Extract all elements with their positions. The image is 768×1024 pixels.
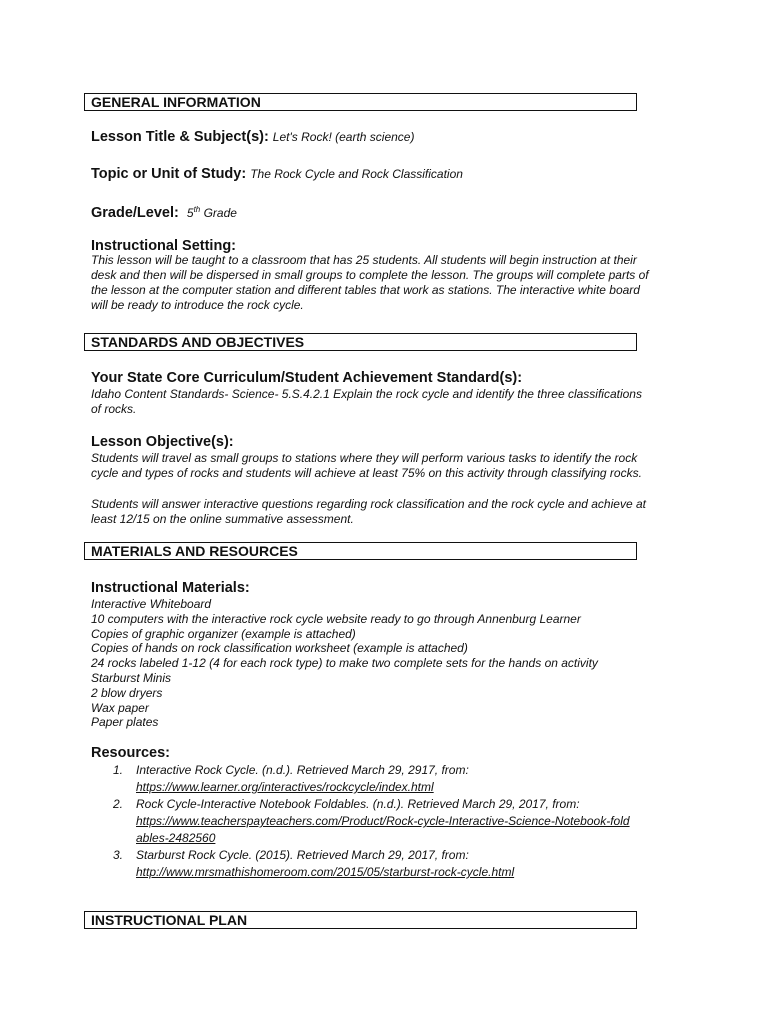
topic-row xyxy=(91,165,463,183)
lesson-title-value: Let's Rock! (earth science) xyxy=(272,130,415,144)
lesson-objectives-label: Lesson Objective(s): xyxy=(91,434,234,450)
list-item: 2 blow dryers xyxy=(91,685,163,700)
objective-2-text xyxy=(91,497,673,527)
grade-value xyxy=(187,206,237,220)
objective-line: cycle and types of rocks and students will achieve at least 75% on this activity through classifying rocks. xyxy=(91,466,642,480)
list-item: Starburst Minis xyxy=(91,670,172,685)
topic-value: The Rock Cycle and Rock Classification xyxy=(250,167,463,181)
resource-number: 1. xyxy=(113,763,124,777)
materials-resources-header: MATERIALS AND RESOURCES xyxy=(84,542,637,560)
resource-link[interactable]: https://www.learner.org/interactives/rockcycle/index.html xyxy=(136,780,434,794)
instructional-materials-label: Instructional Materials: xyxy=(91,580,250,596)
grade-row xyxy=(91,201,237,222)
resource-item xyxy=(113,762,633,796)
setting-line: desk and then will be dispersed in small groups to complete the lesson. The groups will complete parts of xyxy=(91,268,649,282)
grade-number: 5 xyxy=(186,206,194,220)
resource-citation: Starburst Rock Cycle. (2015). Retrieved March 29, 2017, from: xyxy=(136,848,469,862)
objective-1-text xyxy=(91,451,673,481)
list-item: 24 rocks labeled 1-12 (4 for each rock type) to make two complete sets for the hands on activity xyxy=(91,656,598,671)
list-item: Paper plates xyxy=(91,715,159,730)
resources-list xyxy=(113,762,633,881)
core-standards-text xyxy=(91,387,673,417)
setting-line: This lesson will be taught to a classroom that has 25 students. All students will begin instruction at their xyxy=(91,253,637,267)
resource-citation: Rock Cycle-Interactive Notebook Foldables. (n.d.). Retrieved March 29, 2017, from: xyxy=(136,797,580,811)
instructional-setting-label: Instructional Setting: xyxy=(91,238,236,254)
resource-citation: Interactive Rock Cycle. (n.d.). Retrieved March 29, 2917, from: xyxy=(136,763,469,777)
standards-objectives-header: STANDARDS AND OBJECTIVES xyxy=(84,333,637,351)
resource-item xyxy=(113,847,633,881)
list-item: Wax paper xyxy=(91,700,149,715)
lesson-title-row xyxy=(91,128,414,146)
resources-label: Resources: xyxy=(91,745,170,761)
list-item: Copies of hands on rock classification worksheet (example is attached) xyxy=(91,641,468,656)
objective-line: Students will answer interactive questions regarding rock classification and the rock cycle and achieve at xyxy=(91,497,646,511)
list-item: 10 computers with the interactive rock cycle website ready to go through Annenburg Learner xyxy=(91,611,581,626)
resource-link[interactable]: https://www.teacherspayteachers.com/Product/Rock-cycle-Interactive-Science-Notebook-foldables-2482560 xyxy=(136,814,630,845)
setting-line: the lesson at the computer station and different tables that work as stations. The interactive white board xyxy=(91,283,640,297)
resource-link[interactable]: http://www.mrsmathishomeroom.com/2015/05/starburst-rock-cycle.html xyxy=(136,865,515,879)
resource-number: 2. xyxy=(113,797,124,811)
grade-suffix: th xyxy=(193,205,201,214)
resource-number: 3. xyxy=(113,848,124,862)
core-line: of rocks. xyxy=(91,402,137,416)
objective-line: Students will travel as small groups to stations where they will perform various tasks to identify the rock xyxy=(91,451,638,465)
core-standards-label: Your State Core Curriculum/Student Achievement Standard(s): xyxy=(91,370,523,386)
instructional-plan-header: INSTRUCTIONAL PLAN xyxy=(84,911,637,929)
resource-item xyxy=(113,796,633,847)
general-information-header: GENERAL INFORMATION xyxy=(84,93,637,111)
list-item: Interactive Whiteboard xyxy=(91,597,212,611)
topic-label: Topic or Unit of Study: xyxy=(91,166,247,182)
list-item: Copies of graphic organizer (example is attached) xyxy=(91,626,356,641)
objective-line: least 12/15 on the online summative assessment. xyxy=(91,512,354,526)
materials-list xyxy=(91,597,598,730)
instructional-setting-text xyxy=(91,253,673,313)
lesson-title-label: Lesson Title & Subject(s): xyxy=(91,129,269,145)
grade-word: Grade xyxy=(203,206,237,220)
grade-label: Grade/Level: xyxy=(91,205,179,221)
core-line: Idaho Content Standards- Science- 5.S.4.2.1 Explain the rock cycle and identify the three classifications xyxy=(91,387,642,401)
setting-line: will be ready to introduce the rock cycle. xyxy=(91,298,304,312)
